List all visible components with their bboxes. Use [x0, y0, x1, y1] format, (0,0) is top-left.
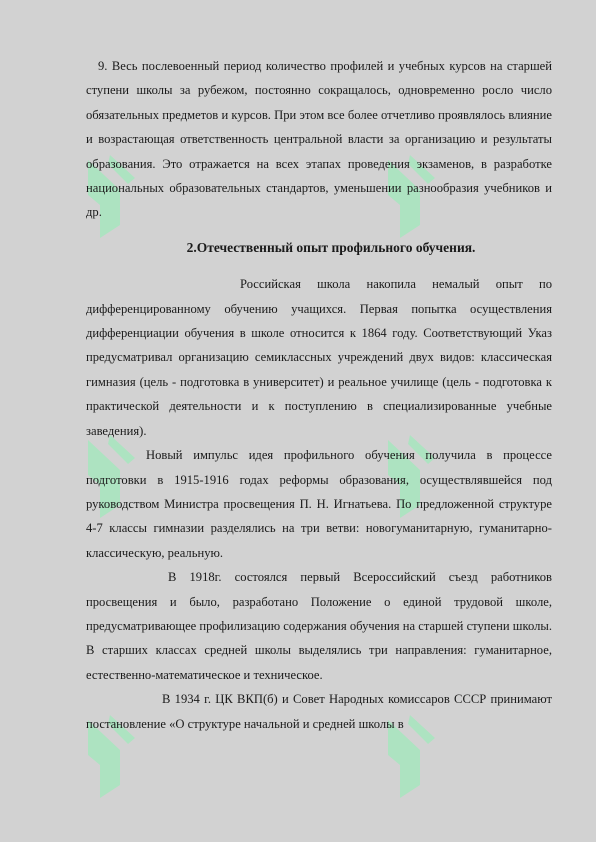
paragraph-9: 9. Весь послевоенный период количество профилей и учебных курсов на старшей ступени школы за рубежом, постоянно сокращалось, одновременно росло число обязательных предметов и курсов. При этом все более отчетливо проявлялось влияние и возрастающая ответственность центральной власти за организацию и результаты образования. Это отражается на всех этапах проведения экзаменов, в разработке национальных образовательных стандартов, уменьшении разнообразия учебников и др. — [86, 59, 552, 220]
section-heading: 2.Отечественный опыт профильного обучения. — [186, 239, 476, 255]
paragraph-1934: В 1934 г. ЦК ВКП(б) и Совет Народных комиссаров СССР принимают постановление «О структуре начальной и средней школы в — [86, 692, 552, 731]
paragraph-1915: Новый импульс идея профильного обучения получила в процессе подготовки в 1915-1916 годах реформы образования, осуществлявшейся под руководством Министра просвещения П. Н. Игнатьева. По предложенной структуре 4-7 классы гимназии разделялись на три ветви: новогуманитарную, гуманитарно-классическую, реальную. — [86, 448, 552, 560]
paragraph-russian-school: Российская школа накопила немалый опыт по дифференцированному обучению учащихся. Первая попытка осуществления дифференциации обучения в школе относится к 1864 году. Соответствующий Указ предусматривал организацию семиклассных учреждений двух видов: классическая гимназия (цель - подготовка в университет) и реальное училище (цель - подготовка к практической деятельности и к поступлению в специализированные учебные заведения). — [86, 277, 552, 438]
document-body — [86, 54, 552, 736]
paragraph-1918: В 1918г. состоялся первый Всероссийский съезд работников просвещения и было, разработано Положение о единой трудовой школе, предусматривающее профилизацию содержания обучения на старшей ступени школы. В старших классах средней школы выделялись три направления: гуманитарное, естественно-математическое и техническое. — [86, 570, 552, 682]
